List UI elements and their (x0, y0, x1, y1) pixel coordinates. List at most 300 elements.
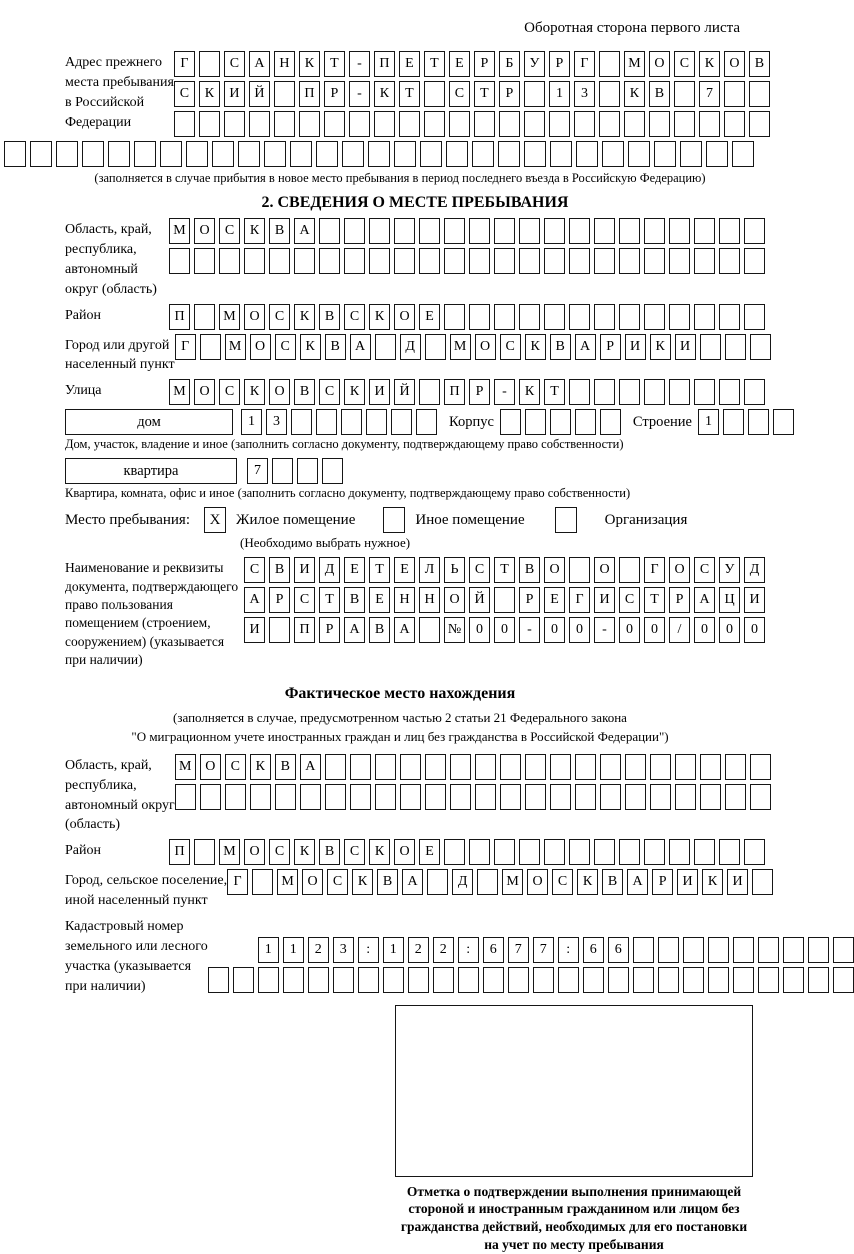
char-cell: М (219, 304, 240, 330)
char-cell (719, 248, 740, 274)
actual-location-heading: Фактическое место нахождения (284, 685, 516, 703)
char-cell-row (169, 839, 765, 865)
char-cell (544, 218, 565, 244)
char-cell: А (244, 587, 265, 613)
char-cell (569, 248, 590, 274)
char-cell: : (358, 937, 379, 963)
label-line: (область) (65, 817, 121, 833)
char-cell (433, 967, 454, 993)
char-cell (272, 458, 293, 484)
char-cell (200, 334, 221, 360)
char-cell (394, 218, 415, 244)
char-cell (599, 111, 620, 137)
char-cell-row (174, 81, 770, 107)
char-cell: 2 (308, 937, 329, 963)
char-cell (569, 379, 590, 405)
char-cell (175, 784, 196, 810)
char-cell (594, 379, 615, 405)
char-cell: К (294, 839, 315, 865)
label-line: в Российской (65, 94, 145, 110)
char-cell (749, 111, 770, 137)
char-cell (300, 784, 321, 810)
char-cell (274, 81, 295, 107)
char-cell (700, 754, 721, 780)
char-cell (625, 784, 646, 810)
char-cell (550, 784, 571, 810)
char-cell (446, 141, 468, 167)
char-cell (594, 248, 615, 274)
char-cell (732, 141, 754, 167)
char-cell: У (719, 557, 740, 583)
char-cell: 6 (583, 937, 604, 963)
previous-address-block (65, 51, 765, 137)
char-cell: Н (274, 51, 295, 77)
char-cell: 1 (383, 937, 404, 963)
actual-location-note (0, 709, 800, 745)
char-cell: Р (319, 617, 340, 643)
char-cell (375, 754, 396, 780)
registration-stamp-box (395, 1005, 753, 1177)
char-cell (669, 839, 690, 865)
char-cell-row (241, 409, 437, 435)
char-cell: И (594, 587, 615, 613)
char-cell: В (519, 557, 540, 583)
label-line: Наименование и реквизиты (65, 560, 224, 576)
char-cell (474, 111, 495, 137)
label-line: Федерации (65, 114, 132, 130)
char-cell (368, 141, 390, 167)
char-cell: К (577, 869, 598, 895)
char-cell: В (269, 557, 290, 583)
char-cell: К (702, 869, 723, 895)
label-line: помещением (строением, (65, 615, 211, 631)
char-cell (369, 248, 390, 274)
char-cell (420, 141, 442, 167)
char-cell (419, 379, 440, 405)
char-cell: С (219, 218, 240, 244)
char-cell: А (350, 334, 371, 360)
korpus-label: Корпус (449, 413, 494, 430)
char-cell: М (219, 839, 240, 865)
char-cell (700, 784, 721, 810)
char-cell: 3 (266, 409, 287, 435)
char-cell: Е (344, 557, 365, 583)
char-cell (575, 784, 596, 810)
stroenie-label: Строение (632, 413, 692, 430)
char-cell: А (402, 869, 423, 895)
char-cell (375, 784, 396, 810)
char-cell (342, 141, 364, 167)
stay-place-row (65, 507, 765, 533)
char-cell (694, 379, 715, 405)
char-cell: Т (369, 557, 390, 583)
char-cell: О (244, 839, 265, 865)
char-cell: К (294, 304, 315, 330)
char-cell: Г (174, 51, 195, 77)
char-cell (758, 967, 779, 993)
char-cell (644, 218, 665, 244)
char-cell: : (458, 937, 479, 963)
char-cell (108, 141, 130, 167)
char-cell: 7 (508, 937, 529, 963)
char-cell (208, 967, 229, 993)
char-cell (344, 218, 365, 244)
char-cell: Т (474, 81, 495, 107)
char-cell (750, 334, 771, 360)
char-cell (619, 304, 640, 330)
char-cell (369, 218, 390, 244)
char-cell: № (444, 617, 465, 643)
previous-address-cell-rows (174, 51, 770, 137)
char-cell (683, 967, 704, 993)
char-cell (494, 839, 515, 865)
char-cell (719, 304, 740, 330)
char-cell (419, 248, 440, 274)
char-cell (394, 248, 415, 274)
char-cell (224, 111, 245, 137)
label-line: автономный округ (65, 797, 175, 813)
char-cell (194, 839, 215, 865)
char-cell: О (669, 557, 690, 583)
char-cell (477, 869, 498, 895)
char-cell: 0 (619, 617, 640, 643)
char-cell: - (349, 51, 370, 77)
char-cell: И (744, 587, 765, 613)
label-line: Отметка о подтверждении выполнения принимающей (406, 1183, 742, 1199)
actual-region-cell-rows (175, 754, 771, 810)
char-cell (619, 557, 640, 583)
char-cell (424, 81, 445, 107)
char-cell: Д (452, 869, 473, 895)
char-cell (724, 81, 745, 107)
char-cell (550, 409, 571, 435)
label-line: Адрес прежнего (65, 55, 162, 70)
char-cell (525, 784, 546, 810)
char-cell (374, 111, 395, 137)
char-cell (525, 754, 546, 780)
char-cell (550, 141, 572, 167)
label-line: Город или другой (65, 337, 170, 353)
label-line: земельного или лесного (65, 938, 208, 954)
char-cell: А (249, 51, 270, 77)
char-cell (225, 784, 246, 810)
char-cell (444, 304, 465, 330)
char-cell (708, 937, 729, 963)
char-cell (498, 141, 520, 167)
char-cell: - (349, 81, 370, 107)
char-cell: Е (544, 587, 565, 613)
char-cell-row (247, 458, 343, 484)
char-cell (574, 111, 595, 137)
char-cell-row (169, 218, 765, 244)
char-cell: М (502, 869, 523, 895)
char-cell: О (475, 334, 496, 360)
char-cell (549, 111, 570, 137)
label-line: республика, (65, 241, 137, 257)
char-cell: С (674, 51, 695, 77)
char-cell: Е (369, 587, 390, 613)
label-line: сооружением) (указывается (65, 633, 225, 649)
document-block (65, 557, 765, 669)
char-cell: К (244, 218, 265, 244)
char-cell: О (527, 869, 548, 895)
char-cell (499, 111, 520, 137)
char-cell (783, 967, 804, 993)
char-cell (56, 141, 78, 167)
char-cell: Р (600, 334, 621, 360)
label-line: (заполняется в случае, предусмотренном частью 2 статьи 21 Федерального закона (173, 710, 627, 726)
char-cell (644, 839, 665, 865)
char-cell (650, 754, 671, 780)
char-cell (500, 784, 521, 810)
char-cell: А (294, 218, 315, 244)
char-cell (594, 304, 615, 330)
char-cell: 1 (549, 81, 570, 107)
char-cell (469, 839, 490, 865)
char-cell: К (352, 869, 373, 895)
char-cell (600, 409, 621, 435)
char-cell (350, 784, 371, 810)
char-cell (500, 754, 521, 780)
char-cell (619, 379, 640, 405)
char-cell (212, 141, 234, 167)
char-cell (558, 967, 579, 993)
char-cell (628, 141, 650, 167)
char-cell: С (244, 557, 265, 583)
char-cell: Р (549, 51, 570, 77)
char-cell: С (619, 587, 640, 613)
char-cell-row (258, 937, 854, 963)
char-cell (494, 248, 515, 274)
char-cell (600, 784, 621, 810)
char-cell (675, 754, 696, 780)
char-cell: 7 (533, 937, 554, 963)
char-cell: 0 (644, 617, 665, 643)
char-cell: : (558, 937, 579, 963)
char-cell: Г (175, 334, 196, 360)
char-cell (602, 141, 624, 167)
char-cell (773, 409, 794, 435)
char-cell (250, 784, 271, 810)
char-cell-row (244, 587, 765, 613)
char-cell: В (344, 587, 365, 613)
char-cell: С (269, 304, 290, 330)
char-cell (669, 248, 690, 274)
char-cell: К (519, 379, 540, 405)
char-cell: Е (394, 557, 415, 583)
char-cell: 1 (258, 937, 279, 963)
char-cell (400, 784, 421, 810)
actual-district-label: Район (65, 843, 101, 859)
char-cell: К (369, 304, 390, 330)
char-cell (483, 967, 504, 993)
char-cell: А (694, 587, 715, 613)
option-organization-label: Организация (604, 511, 688, 528)
char-cell (680, 141, 702, 167)
apartment-row (65, 458, 765, 484)
char-cell (469, 248, 490, 274)
char-cell: А (394, 617, 415, 643)
char-cell (833, 937, 854, 963)
char-cell: Р (652, 869, 673, 895)
char-cell (238, 141, 260, 167)
char-cell (733, 967, 754, 993)
char-cell (469, 218, 490, 244)
char-cell: 2 (433, 937, 454, 963)
char-cell-row (169, 379, 765, 405)
char-cell (619, 218, 640, 244)
char-cell: Р (499, 81, 520, 107)
char-cell (569, 218, 590, 244)
char-cell: К (525, 334, 546, 360)
char-cell (719, 218, 740, 244)
char-cell (308, 967, 329, 993)
char-cell (744, 218, 765, 244)
char-cell (419, 218, 440, 244)
section2-title: 2. СВЕДЕНИЯ О МЕСТЕ ПРЕБЫВАНИЯ (261, 194, 569, 211)
char-cell: О (394, 839, 415, 865)
char-cell: П (294, 617, 315, 643)
char-cell (608, 967, 629, 993)
checkbox-residential: X (204, 507, 226, 533)
char-cell: Р (324, 81, 345, 107)
char-cell (275, 784, 296, 810)
street-label: Улица (65, 383, 102, 399)
char-cell (494, 218, 515, 244)
char-cell: Р (519, 587, 540, 613)
char-cell: О (724, 51, 745, 77)
char-cell-row (500, 409, 621, 435)
char-cell (619, 248, 640, 274)
char-cell: Д (744, 557, 765, 583)
char-cell: 0 (569, 617, 590, 643)
char-cell (200, 784, 221, 810)
char-cell: Б (499, 51, 520, 77)
char-cell (319, 218, 340, 244)
char-cell (599, 81, 620, 107)
char-cell (569, 557, 590, 583)
char-cell (82, 141, 104, 167)
char-cell (416, 409, 437, 435)
char-cell: С (344, 304, 365, 330)
cadastre-block (65, 915, 765, 997)
label-line: при наличии) (65, 978, 146, 994)
previous-address-label (65, 51, 174, 133)
char-cell (569, 839, 590, 865)
char-cell (706, 141, 728, 167)
char-cell (750, 784, 771, 810)
char-cell: В (550, 334, 571, 360)
char-cell (699, 111, 720, 137)
cadastre-label (65, 915, 208, 997)
char-cell-row (208, 967, 854, 993)
char-cell (358, 967, 379, 993)
house-box-label: дом (65, 409, 233, 435)
char-cell (725, 334, 746, 360)
actual-city-label (65, 869, 227, 911)
char-cell-row (4, 141, 765, 167)
char-cell: 0 (719, 617, 740, 643)
char-cell (544, 839, 565, 865)
street-block (65, 379, 765, 405)
char-cell: Т (399, 81, 420, 107)
char-cell: В (319, 304, 340, 330)
char-cell: С (294, 587, 315, 613)
char-cell: С (500, 334, 521, 360)
char-cell (424, 111, 445, 137)
char-cell (544, 304, 565, 330)
char-cell (752, 869, 773, 895)
char-cell: И (727, 869, 748, 895)
document-label (65, 557, 244, 669)
char-cell (633, 937, 654, 963)
char-cell (444, 248, 465, 274)
char-cell (264, 141, 286, 167)
char-cell-row (698, 409, 794, 435)
char-cell: И (224, 81, 245, 107)
char-cell (500, 409, 521, 435)
label-line: документа, подтверждающего (65, 578, 239, 594)
char-cell: С (449, 81, 470, 107)
char-cell: А (575, 334, 596, 360)
char-cell (394, 141, 416, 167)
label-line: республика, (65, 777, 137, 793)
char-cell (469, 304, 490, 330)
char-cell: Г (574, 51, 595, 77)
char-cell (694, 304, 715, 330)
char-cell: 2 (408, 937, 429, 963)
char-cell: Е (449, 51, 470, 77)
char-cell: Й (249, 81, 270, 107)
char-cell (674, 81, 695, 107)
char-cell (694, 248, 715, 274)
char-cell (576, 141, 598, 167)
char-cell: М (169, 379, 190, 405)
char-cell (669, 379, 690, 405)
char-cell: С (327, 869, 348, 895)
char-cell (458, 967, 479, 993)
char-cell (748, 409, 769, 435)
char-cell: Г (569, 587, 590, 613)
char-cell (750, 754, 771, 780)
actual-district-block (65, 839, 765, 865)
char-cell: С (275, 334, 296, 360)
char-cell-row (244, 617, 765, 643)
char-cell: В (319, 839, 340, 865)
char-cell (294, 248, 315, 274)
char-cell (749, 81, 770, 107)
char-cell (366, 409, 387, 435)
char-cell: Н (419, 587, 440, 613)
char-cell (719, 379, 740, 405)
char-cell: С (319, 379, 340, 405)
char-cell: Ц (719, 587, 740, 613)
char-cell (319, 248, 340, 274)
char-cell (244, 248, 265, 274)
char-cell (391, 409, 412, 435)
char-cell (758, 937, 779, 963)
label-line: округ (область) (65, 281, 157, 297)
char-cell (291, 409, 312, 435)
char-cell (524, 81, 545, 107)
char-cell (344, 248, 365, 274)
char-cell (299, 111, 320, 137)
char-cell: В (749, 51, 770, 77)
char-cell: 7 (247, 458, 268, 484)
char-cell (283, 967, 304, 993)
char-cell: Е (419, 304, 440, 330)
label-line: Область, край, (65, 757, 152, 773)
